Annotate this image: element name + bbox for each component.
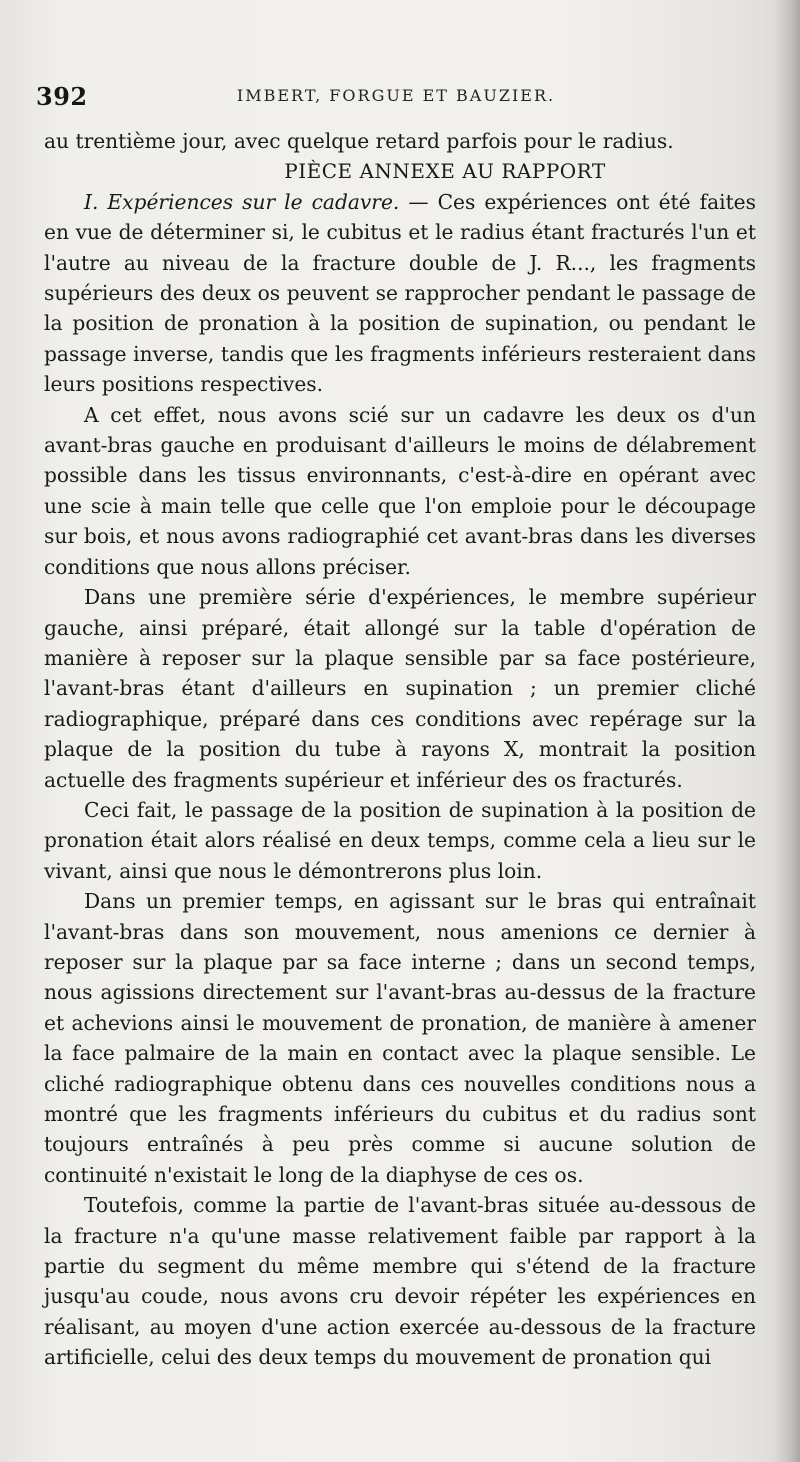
paragraph: Toutefois, comme la partie de l'avant-bras située au-dessous de la fracture n'a qu'une masse relativement faible par rapport à la partie du segment du même membre qui s'étend de la fracture jusqu'au coude, nous avons cru devoir répéter les expériences en réalisant, au moyen d'une action exercée au-dessous de la fracture artificielle, celui des deux temps du mouvement de pronation qui	[44, 1193, 756, 1370]
paragraph-text: — Ces expériences ont été faites en vue de déterminer si, le cubitus et le radius étant fracturés l'un et l'autre au niveau de la fracture double de J. R..., les fragments supérieurs des deux os peuvent se rapprocher pendant le passage de la position de pronation à la position de supination, ou pendant le passage inverse, tandis que les fragments inférieurs resteraient dans leurs positions respectives.	[44, 189, 756, 397]
paragraph-lead: I. Expériences sur le cadavre.	[84, 189, 400, 214]
body-text	[44, 126, 756, 1373]
page-number: 392	[36, 82, 88, 111]
running-title: IMBERT, FORGUE ET BAUZIER.	[236, 86, 556, 105]
paragraph: Ceci fait, le passage de la position de supination à la position de pronation était alors réalisé en deux temps, comme cela a lieu sur le vivant, ainsi que nous le démontrerons plus loin.	[44, 797, 756, 883]
paragraph: Dans un premier temps, en agissant sur le bras qui entraînait l'avant-bras dans son mouvement, nous amenions ce dernier à reposer sur la plaque par sa face interne ; dans un second temps, nous agissions directement sur l'avant-bras au-dessus de la fracture et achevions ainsi le mouvement de pronation, de manière à amener la face palmaire de la main en contact avec la plaque sensible. Le cliché radiographique obtenu dans ces nouvelles conditions nous a montré que les fragments inférieurs du cubitus et du radius sont toujours entraînés à peu près comme si aucune solution de continuité n'existait le long de la diaphyse de ces os.	[44, 889, 756, 1187]
paragraph-experiences	[44, 187, 756, 400]
paragraph-continuation: au trentième jour, avec quelque retard parfois pour le radius.	[44, 129, 674, 153]
running-head	[36, 82, 756, 116]
paragraph: Dans une première série d'expériences, le membre supérieur gauche, ainsi préparé, était allongé sur la table d'opération de manière à reposer sur la plaque sensible par sa face postérieure, l'avant-bras étant d'ailleurs en supination ; un premier cliché radiographique, préparé dans ces conditions avec repérage sur la plaque de la position du tube à rayons X, montrait la position actuelle des fragments supérieur et inférieur des os fracturés.	[44, 585, 756, 792]
section-heading: PIÈCE ANNEXE AU RAPPORT	[284, 159, 606, 184]
paragraph: A cet effet, nous avons scié sur un cadavre les deux os d'un avant-bras gauche en produisant d'ailleurs le moins de délabrement possible dans les tissus environnants, c'est-à-dire en opérant avec une scie à main telle que celle que l'on emploie pour le découpage sur bois, et nous avons radiographié cet avant-bras dans les diverses conditions que nous allons préciser.	[44, 402, 756, 579]
page-edge-shadow	[774, 0, 800, 1462]
